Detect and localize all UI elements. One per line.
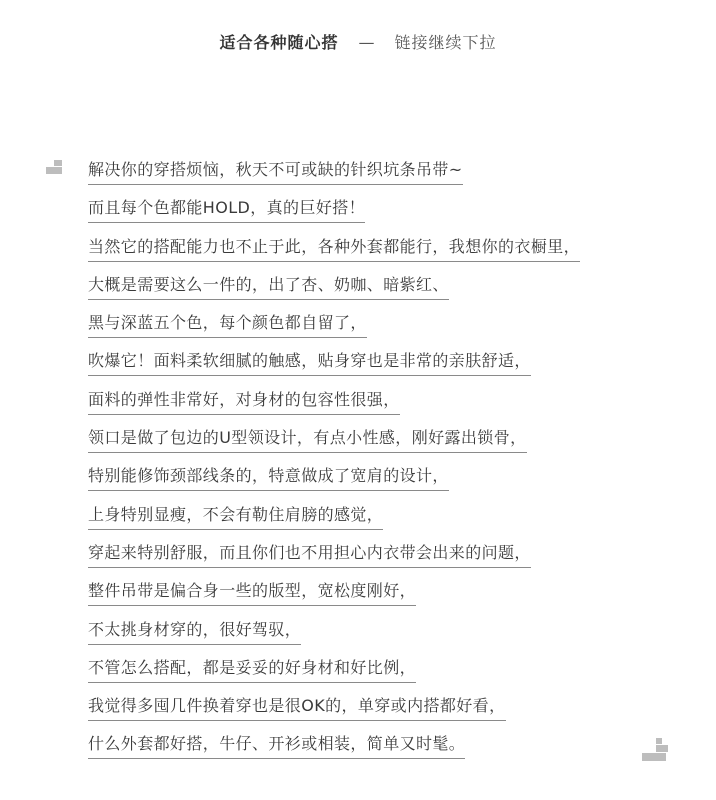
description-text: 吹爆它！面料柔软细腻的触感，贴身穿也是非常的亲肤舒适， bbox=[88, 349, 531, 376]
description-text: 上身特别显瘦，不会有勒住肩膀的感觉， bbox=[88, 503, 383, 530]
description-text: 而且每个色都能HOLD，真的巨好搭！ bbox=[88, 196, 365, 223]
description-text: 我觉得多囤几件换着穿也是很OK的，单穿或内搭都好看， bbox=[88, 694, 506, 721]
description-text: 不管怎么搭配，都是妥妥的好身材和好比例， bbox=[88, 656, 416, 683]
description-line bbox=[88, 306, 580, 344]
description-line bbox=[88, 153, 580, 191]
description-line bbox=[88, 421, 580, 459]
description-text: 特别能修饰颈部线条的，特意做成了宽肩的设计， bbox=[88, 464, 449, 491]
description-line bbox=[88, 498, 580, 536]
description-text: 穿起来特别舒服，而且你们也不用担心内衣带会出来的问题， bbox=[88, 541, 531, 568]
description-text: 领口是做了包边的U型领设计，有点小性感，刚好露出锁骨， bbox=[88, 426, 527, 453]
description-text: 什么外套都好搭，牛仔、开衫或相装，简单又时髦。 bbox=[88, 732, 465, 759]
page-subtitle: 链接继续下拉 bbox=[394, 33, 497, 52]
corner-decoration-top-icon bbox=[46, 160, 64, 178]
description-text: 不太挑身材穿的，很好驾驭， bbox=[88, 618, 301, 645]
description-line bbox=[88, 574, 580, 612]
description-line bbox=[88, 727, 580, 765]
description-text: 整件吊带是偏合身一些的版型，宽松度刚好， bbox=[88, 579, 416, 606]
description-line bbox=[88, 536, 580, 574]
description-line bbox=[88, 344, 580, 382]
description-line bbox=[88, 230, 580, 268]
description-line bbox=[88, 651, 580, 689]
page-title: 适合各种随心搭 bbox=[219, 33, 339, 52]
description-text: 黑与深蓝五个色，每个颜色都自留了， bbox=[88, 311, 367, 338]
description-text: 解决你的穿搭烦恼，秋天不可或缺的针织坑条吊带~ bbox=[88, 158, 463, 185]
title-separator: — bbox=[358, 33, 375, 52]
description-list bbox=[88, 153, 580, 766]
description-text: 当然它的搭配能力也不止于此，各种外套都能行，我想你的衣橱里， bbox=[88, 235, 580, 262]
description-text: 大概是需要这么一件的，出了杏、奶咖、暗紫红、 bbox=[88, 273, 449, 300]
description-line bbox=[88, 459, 580, 497]
description-text: 面料的弹性非常好，对身材的包容性很强， bbox=[88, 388, 400, 415]
corner-decoration-bottom-icon bbox=[642, 738, 668, 764]
description-line bbox=[88, 191, 580, 229]
description-line bbox=[88, 613, 580, 651]
page-header bbox=[0, 30, 716, 56]
description-line bbox=[88, 689, 580, 727]
description-line bbox=[88, 383, 580, 421]
description-line bbox=[88, 268, 580, 306]
